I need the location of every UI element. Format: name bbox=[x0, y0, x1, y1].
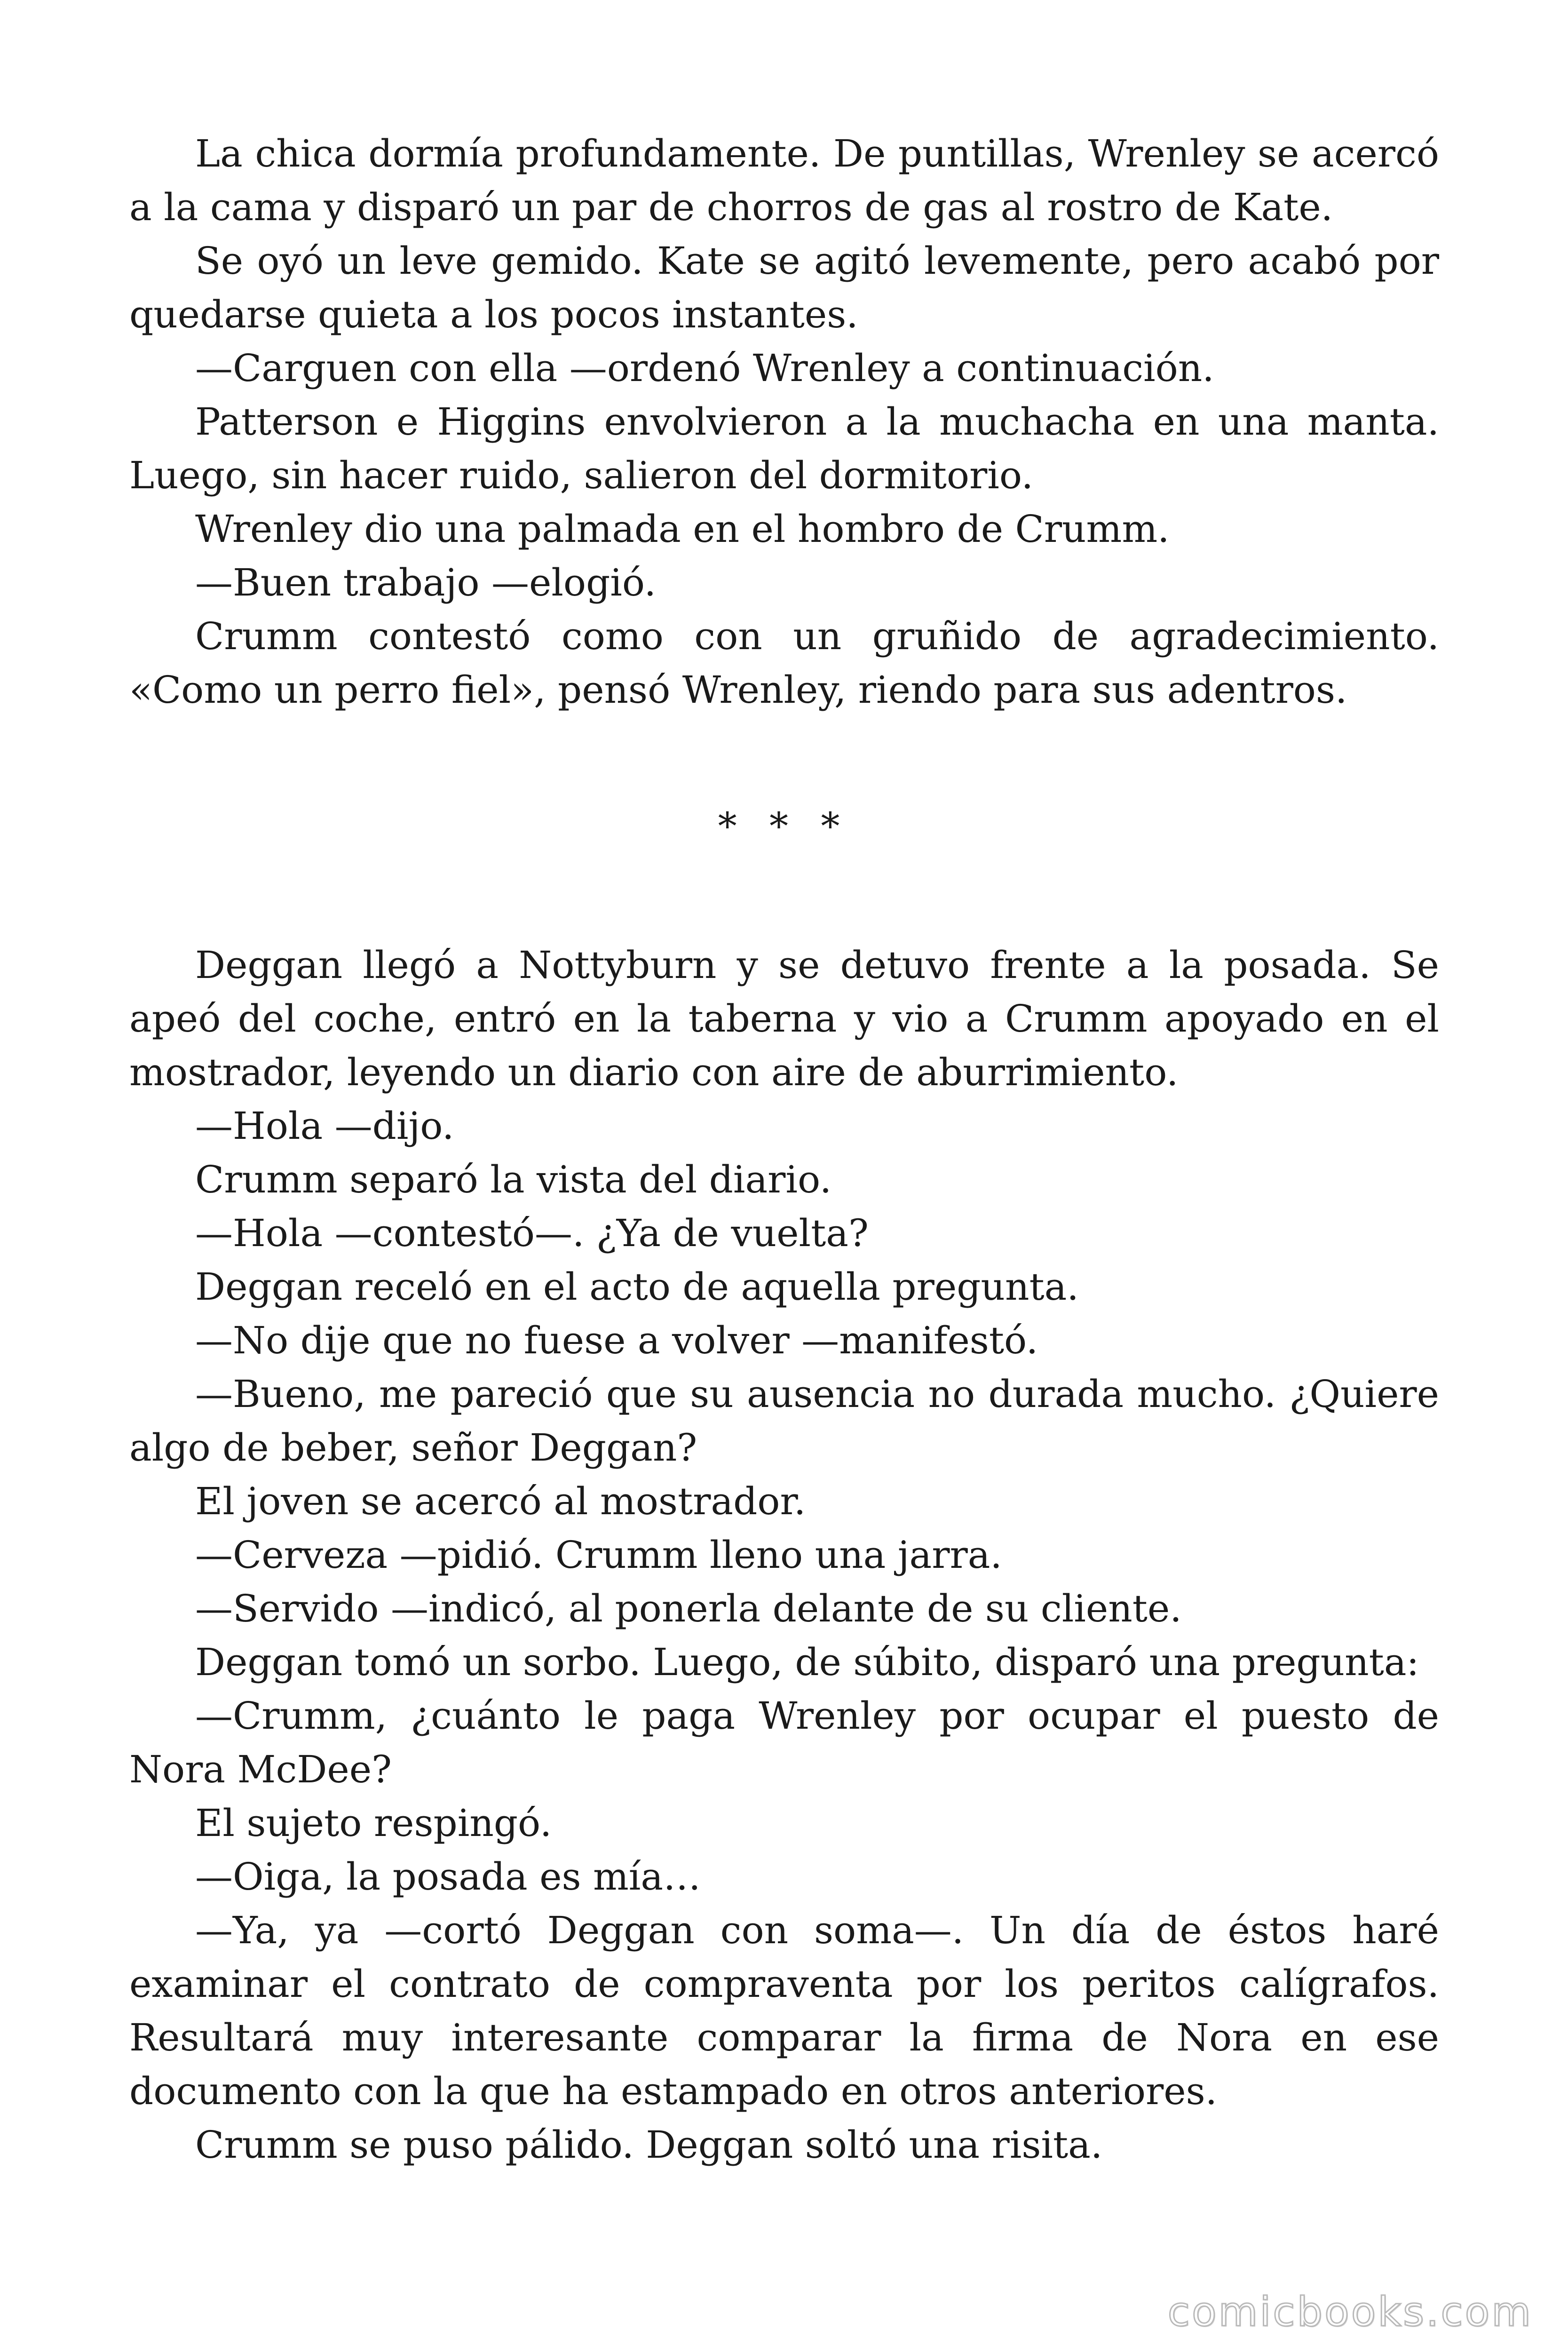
paragraph: —Carguen con ella —ordenó Wrenley a continuación. bbox=[195, 346, 1214, 390]
paragraph: —Crumm, ¿cuánto le paga Wrenley por ocupar el puesto de Nora McDee? bbox=[129, 1694, 1439, 1791]
paragraph: Se oyó un leve gemido. Kate se agitó levemente, pero acabó por quedarse quieta a los pocos instantes. bbox=[129, 239, 1439, 336]
paragraph: —No dije que no fuese a volver —manifestó. bbox=[195, 1319, 1038, 1362]
paragraph: —Buen trabajo —elogió. bbox=[195, 561, 657, 604]
section-separator: * * * bbox=[718, 804, 850, 848]
watermark: comicbooks.com bbox=[1167, 2288, 1533, 2336]
paragraph: Deggan receló en el acto de aquella pregunta. bbox=[195, 1265, 1079, 1309]
paragraph: —Hola —dijo. bbox=[195, 1104, 454, 1148]
paragraph: Deggan tomó un sorbo. Luego, de súbito, disparó una pregunta: bbox=[195, 1640, 1419, 1684]
paragraph: Crumm contestó como con un gruñido de agradecimiento. «Como un perro fiel», pensó Wrenley, riendo para sus adentros. bbox=[129, 614, 1439, 712]
paragraph: Patterson e Higgins envolvieron a la muchacha en una manta. Luego, sin hacer ruido, salieron del dormitorio. bbox=[129, 400, 1439, 497]
paragraph: Crumm separó la vista del diario. bbox=[195, 1158, 832, 1201]
text-section-one bbox=[129, 127, 1439, 717]
paragraph: —Oiga, la posada es mía… bbox=[195, 1855, 701, 1899]
paragraph: Crumm se puso pálido. Deggan soltó una risita. bbox=[195, 2123, 1103, 2167]
paragraph: —Servido —indicó, al ponerla delante de su cliente. bbox=[195, 1587, 1182, 1630]
paragraph: Deggan llegó a Nottyburn y se detuvo frente a la posada. Se apeó del coche, entró en la taberna y vio a Crumm apoyado en el mostrador, leyendo un diario con aire de aburrimiento. bbox=[129, 943, 1439, 1094]
text-section-two bbox=[129, 938, 1439, 2172]
paragraph: —Cerveza —pidió. Crumm lleno una jarra. bbox=[195, 1533, 1002, 1577]
paragraph: —Hola —contestó—. ¿Ya de vuelta? bbox=[195, 1211, 869, 1255]
paragraph: El sujeto respingó. bbox=[195, 1801, 552, 1845]
paragraph: —Ya, ya —cortó Deggan con soma—. Un día de éstos haré examinar el contrato de compraventa por los peritos calígrafos. Resultará muy interesante comparar la firma de Nora en ese documento con la que ha estampado en otros anteriores. bbox=[129, 1908, 1439, 2113]
paragraph: —Bueno, me pareció que su ausencia no durada mucho. ¿Quiere algo de beber, señor Deggan? bbox=[129, 1372, 1439, 1470]
paragraph: Wrenley dio una palmada en el hombro de Crumm. bbox=[195, 507, 1170, 551]
paragraph: La chica dormía profundamente. De puntillas, Wrenley se acercó a la cama y disparó un par de chorros de gas al rostro de Kate. bbox=[129, 132, 1439, 229]
paragraph: El joven se acercó al mostrador. bbox=[195, 1479, 806, 1523]
